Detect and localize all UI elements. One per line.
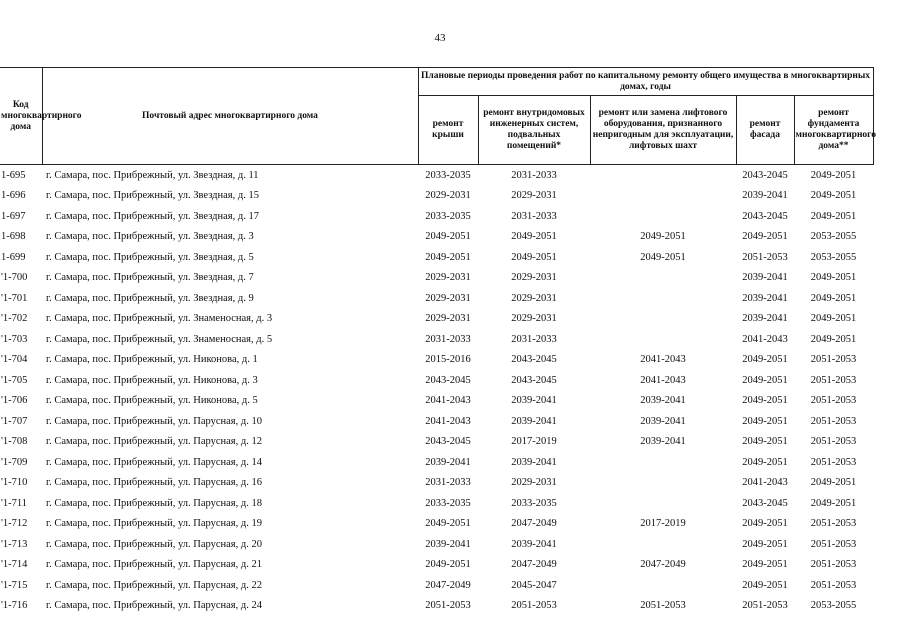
foundation-period: 2051-2053 — [810, 518, 857, 530]
header-address: Почтовый адрес многоквартирного дома — [42, 68, 418, 165]
house-address: г. Самара, пос. Прибрежный, ул. Парусная, д. 12 — [46, 436, 262, 448]
roof-period: 2039-2041 — [425, 456, 471, 468]
house-code: 1-698 — [1, 231, 26, 243]
elevator-period — [590, 473, 736, 494]
roof-period: 2049-2051 — [425, 251, 471, 263]
foundation-period: 2051-2053 — [810, 579, 857, 591]
facade-period: 2049-2051 — [742, 559, 788, 571]
elevator-period: 2049-2051 — [640, 231, 686, 243]
engineering-period: 2039-2041 — [511, 456, 557, 468]
facade-period: 2049-2051 — [742, 538, 788, 550]
facade-period: 2043-2045 — [742, 497, 788, 509]
engineering-period: 2045-2047 — [511, 579, 557, 591]
house-address: г. Самара, пос. Прибрежный, ул. Знаменосная, д. 3 — [46, 313, 273, 325]
roof-period: 2033-2035 — [425, 169, 471, 181]
roof-period: 2043-2045 — [425, 374, 471, 386]
engineering-period: 2047-2049 — [511, 518, 557, 530]
roof-period: 2039-2041 — [425, 538, 471, 550]
elevator-period — [590, 329, 736, 350]
roof-period: 2033-2035 — [425, 210, 471, 222]
table-row — [0, 473, 873, 494]
house-address: г. Самара, пос. Прибрежный, ул. Никонова, д. 1 — [46, 354, 258, 366]
engineering-period: 2049-2051 — [511, 251, 557, 263]
elevator-period — [590, 309, 736, 330]
engineering-period: 2029-2031 — [511, 272, 557, 284]
house-code: '1-700 — [1, 272, 28, 284]
roof-period: 2031-2033 — [425, 333, 471, 345]
house-address: г. Самара, пос. Прибрежный, ул. Парусная, д. 20 — [46, 538, 262, 550]
house-code: '1-703 — [1, 333, 28, 345]
house-code: '1-713 — [1, 538, 28, 550]
house-address: г. Самара, пос. Прибрежный, ул. Звездная, д. 17 — [46, 210, 259, 222]
house-address: г. Самара, пос. Прибрежный, ул. Знаменосная, д. 5 — [46, 333, 273, 345]
table-row — [0, 370, 873, 391]
house-address: г. Самара, пос. Прибрежный, ул. Парусная, д. 22 — [46, 579, 262, 591]
facade-period: 2039-2041 — [742, 313, 788, 325]
elevator-period: 2041-2043 — [640, 354, 686, 366]
elevator-period: 2047-2049 — [640, 559, 686, 571]
table-row — [0, 411, 873, 432]
roof-period: 2049-2051 — [425, 231, 471, 243]
table-row — [0, 350, 873, 371]
foundation-period: 2051-2053 — [810, 415, 857, 427]
engineering-period: 2039-2041 — [511, 538, 557, 550]
foundation-period: 2051-2053 — [810, 538, 857, 550]
facade-period: 2041-2043 — [742, 477, 788, 489]
elevator-period — [590, 268, 736, 289]
house-address: г. Самара, пос. Прибрежный, ул. Звездная, д. 15 — [46, 190, 259, 202]
table-row — [0, 575, 873, 596]
house-code: '1-712 — [1, 518, 28, 530]
house-address: г. Самара, пос. Прибрежный, ул. Парусная, д. 10 — [46, 415, 262, 427]
header-periods: Плановые периоды проведения работ по капитальному ремонту общего имущества в многоквартирных домах, годы — [418, 68, 873, 96]
engineering-period: 2033-2035 — [511, 497, 557, 509]
engineering-period: 2043-2045 — [511, 354, 557, 366]
engineering-period: 2039-2041 — [511, 395, 557, 407]
table-row — [0, 165, 873, 186]
foundation-period: 2051-2053 — [810, 395, 857, 407]
foundation-period: 2051-2053 — [810, 436, 857, 448]
roof-period: 2015-2016 — [425, 354, 471, 366]
facade-period: 2039-2041 — [742, 292, 788, 304]
facade-period: 2049-2051 — [742, 436, 788, 448]
foundation-period: 2049-2051 — [810, 333, 857, 345]
table-row — [0, 555, 873, 576]
table-row — [0, 227, 873, 248]
table-row — [0, 514, 873, 535]
roof-period: 2043-2045 — [425, 436, 471, 448]
house-address: г. Самара, пос. Прибрежный, ул. Никонова, д. 5 — [46, 395, 258, 407]
engineering-period: 2029-2031 — [511, 292, 557, 304]
house-address: г. Самара, пос. Прибрежный, ул. Никонова, д. 3 — [46, 374, 258, 386]
roof-period: 2051-2053 — [425, 600, 471, 612]
roof-period: 2031-2033 — [425, 477, 471, 489]
elevator-period: 2017-2019 — [640, 518, 686, 530]
house-code: '1-706 — [1, 395, 28, 407]
facade-period: 2039-2041 — [742, 272, 788, 284]
engineering-period: 2029-2031 — [511, 313, 557, 325]
header-roof: ремонт крыши — [418, 96, 478, 165]
facade-period: 2039-2041 — [742, 190, 788, 202]
house-code: '1-714 — [1, 559, 28, 571]
house-address: г. Самара, пос. Прибрежный, ул. Парусная, д. 18 — [46, 497, 262, 509]
engineering-period: 2043-2045 — [511, 374, 557, 386]
engineering-period: 2039-2041 — [511, 415, 557, 427]
table-row — [0, 329, 873, 350]
house-code: '1-709 — [1, 456, 28, 468]
foundation-period: 2051-2053 — [810, 374, 857, 386]
roof-period: 2041-2043 — [425, 415, 471, 427]
house-address: г. Самара, пос. Прибрежный, ул. Парусная, д. 14 — [46, 456, 262, 468]
roof-period: 2047-2049 — [425, 579, 471, 591]
roof-period: 2029-2031 — [425, 190, 471, 202]
house-address: г. Самара, пос. Прибрежный, ул. Парусная, д. 16 — [46, 477, 262, 489]
header-facade: ремонт фасада — [736, 96, 794, 165]
elevator-period — [590, 575, 736, 596]
house-code: 1-699 — [1, 251, 26, 263]
elevator-period — [590, 452, 736, 473]
engineering-period: 2031-2033 — [511, 333, 557, 345]
facade-period: 2041-2043 — [742, 333, 788, 345]
house-address: г. Самара, пос. Прибрежный, ул. Звездная, д. 7 — [46, 272, 254, 284]
roof-period: 2049-2051 — [425, 559, 471, 571]
engineering-period: 2051-2053 — [511, 600, 557, 612]
engineering-period: 2031-2033 — [511, 169, 557, 181]
foundation-period: 2049-2051 — [810, 169, 857, 181]
elevator-period — [590, 493, 736, 514]
elevator-period — [590, 186, 736, 207]
elevator-period: 2039-2041 — [640, 395, 686, 407]
elevator-period: 2039-2041 — [640, 415, 686, 427]
facade-period: 2049-2051 — [742, 456, 788, 468]
elevator-period: 2039-2041 — [640, 436, 686, 448]
engineering-period: 2017-2019 — [511, 436, 557, 448]
engineering-period: 2029-2031 — [511, 477, 557, 489]
house-address: г. Самара, пос. Прибрежный, ул. Звездная, д. 11 — [46, 169, 259, 181]
elevator-period — [590, 206, 736, 227]
header-code: Код многоквартирного дома — [0, 68, 42, 165]
foundation-period: 2051-2053 — [810, 354, 857, 366]
foundation-period: 2049-2051 — [810, 292, 857, 304]
house-code: '1-705 — [1, 374, 28, 386]
header-foundation: ремонт фундамента многоквартирного дома** — [794, 96, 873, 165]
house-code: 1-697 — [1, 210, 26, 222]
table-row — [0, 288, 873, 309]
roof-period: 2029-2031 — [425, 272, 471, 284]
engineering-period: 2029-2031 — [511, 190, 557, 202]
elevator-period: 2041-2043 — [640, 374, 686, 386]
engineering-period: 2049-2051 — [511, 231, 557, 243]
table-row — [0, 186, 873, 207]
foundation-period: 2051-2053 — [810, 559, 857, 571]
house-address: г. Самара, пос. Прибрежный, ул. Парусная, д. 21 — [46, 559, 262, 571]
facade-period: 2043-2045 — [742, 169, 788, 181]
elevator-period — [590, 165, 736, 186]
header-engineering: ремонт внутридомовых инженерных систем, подвальных помещений* — [478, 96, 590, 165]
facade-period: 2051-2053 — [742, 600, 788, 612]
elevator-period — [590, 288, 736, 309]
page-number: 43 — [434, 32, 446, 44]
table-row — [0, 309, 873, 330]
facade-period: 2049-2051 — [742, 231, 788, 243]
foundation-period: 2053-2055 — [810, 600, 857, 612]
engineering-period: 2047-2049 — [511, 559, 557, 571]
house-code: '1-716 — [1, 600, 28, 612]
house-code: '1-701 — [1, 292, 28, 304]
facade-period: 2049-2051 — [742, 415, 788, 427]
facade-period: 2049-2051 — [742, 579, 788, 591]
table-row — [0, 247, 873, 268]
foundation-period: 2049-2051 — [810, 272, 857, 284]
elevator-period: 2049-2051 — [640, 251, 686, 263]
roof-period: 2029-2031 — [425, 313, 471, 325]
facade-period: 2049-2051 — [742, 395, 788, 407]
house-code: '1-711 — [1, 497, 27, 509]
house-address: г. Самара, пос. Прибрежный, ул. Звездная, д. 9 — [46, 292, 254, 304]
house-code: 1-695 — [1, 169, 26, 181]
foundation-period: 2049-2051 — [810, 190, 857, 202]
table-row — [0, 206, 873, 227]
table-row — [0, 391, 873, 412]
house-code: '1-715 — [1, 579, 28, 591]
facade-period: 2049-2051 — [742, 354, 788, 366]
foundation-period: 2049-2051 — [810, 313, 857, 325]
house-address: г. Самара, пос. Прибрежный, ул. Звездная, д. 5 — [46, 251, 254, 263]
capital-repair-table — [0, 67, 877, 616]
table-row — [0, 432, 873, 453]
table-row — [0, 452, 873, 473]
foundation-period: 2049-2051 — [810, 497, 857, 509]
foundation-period: 2049-2051 — [810, 477, 857, 489]
house-address: г. Самара, пос. Прибрежный, ул. Парусная, д. 19 — [46, 518, 262, 530]
house-code: '1-702 — [1, 313, 28, 325]
house-address: г. Самара, пос. Прибрежный, ул. Звездная, д. 3 — [46, 231, 254, 243]
table-row — [0, 268, 873, 289]
header-elevator: ремонт или замена лифтового оборудования, признанного непригодным для эксплуатации, лифтовых шахт — [590, 96, 736, 165]
elevator-period — [590, 534, 736, 555]
roof-period: 2033-2035 — [425, 497, 471, 509]
house-code: '1-708 — [1, 436, 28, 448]
facade-period: 2049-2051 — [742, 374, 788, 386]
house-code: '1-704 — [1, 354, 28, 366]
foundation-period: 2053-2055 — [810, 231, 857, 243]
house-address: г. Самара, пос. Прибрежный, ул. Парусная, д. 24 — [46, 600, 262, 612]
table-body — [0, 165, 873, 617]
table-row — [0, 534, 873, 555]
elevator-period: 2051-2053 — [640, 600, 686, 612]
table-row — [0, 493, 873, 514]
roof-period: 2041-2043 — [425, 395, 471, 407]
facade-period: 2043-2045 — [742, 210, 788, 222]
house-code: '1-707 — [1, 415, 28, 427]
table-row — [0, 596, 873, 617]
house-code: '1-710 — [1, 477, 28, 489]
facade-period: 2051-2053 — [742, 251, 788, 263]
facade-period: 2049-2051 — [742, 518, 788, 530]
foundation-period: 2051-2053 — [810, 456, 857, 468]
house-code: 1-696 — [1, 190, 26, 202]
foundation-period: 2049-2051 — [810, 210, 857, 222]
engineering-period: 2031-2033 — [511, 210, 557, 222]
roof-period: 2029-2031 — [425, 292, 471, 304]
foundation-period: 2053-2055 — [810, 251, 857, 263]
roof-period: 2049-2051 — [425, 518, 471, 530]
